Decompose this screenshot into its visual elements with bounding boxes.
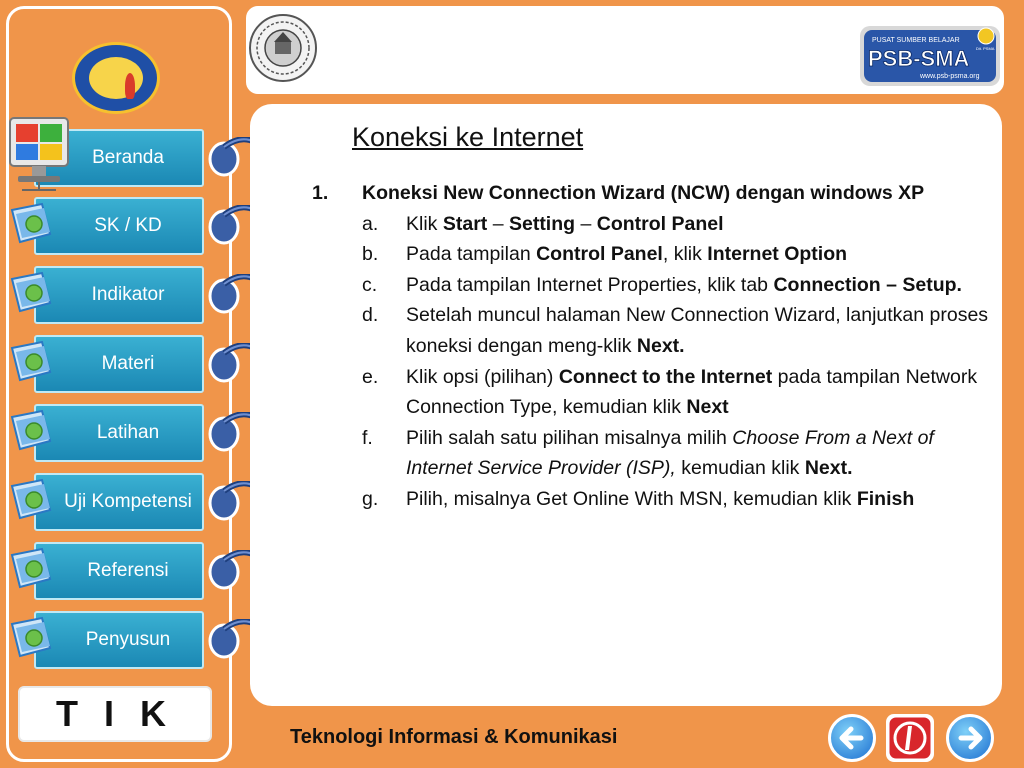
nav-uji-kompetensi-button[interactable] bbox=[34, 473, 204, 531]
page-title: Koneksi ke Internet bbox=[352, 122, 584, 152]
tik-label: T I K bbox=[56, 693, 174, 734]
psb-brand-text: PSB-SMA bbox=[868, 46, 970, 71]
step-text bbox=[406, 239, 992, 270]
exit-button[interactable] bbox=[886, 714, 934, 762]
nav-label: Materi bbox=[101, 353, 155, 375]
psb-url-text: www.psb-psma.org bbox=[920, 73, 980, 80]
bold-run: Connect to the Internet bbox=[558, 365, 773, 388]
text-run: – bbox=[575, 212, 597, 235]
folder-icon bbox=[8, 407, 54, 453]
nav-label: Latihan bbox=[96, 422, 160, 444]
bold-run: Internet Option bbox=[707, 243, 848, 266]
step-f bbox=[312, 423, 992, 484]
folder-icon bbox=[8, 269, 54, 315]
italic-run: Choose From a Next of Internet Service Provider (ISP), bbox=[406, 426, 934, 480]
step-text bbox=[406, 423, 992, 484]
psb-corner-text: Dit. PSMA bbox=[976, 46, 995, 51]
text-run: Setelah muncul halaman New Connection Wizard, lanjutkan proses koneksi dengan meng-klik bbox=[406, 304, 989, 357]
step-text bbox=[406, 362, 992, 423]
step-text bbox=[406, 300, 992, 361]
logo-flame bbox=[125, 73, 135, 99]
item-number: 1. bbox=[312, 182, 329, 204]
nav-label: Referensi bbox=[87, 560, 169, 582]
text-run: Pada tampilan bbox=[406, 243, 537, 266]
step-text bbox=[406, 270, 992, 301]
steps-list bbox=[312, 178, 992, 515]
nav-label: Penyusun bbox=[85, 629, 171, 651]
text-run: Pilih salah satu pilihan misalnya milih bbox=[406, 426, 733, 449]
folder-icon bbox=[8, 476, 54, 522]
nav-label: Beranda bbox=[92, 147, 164, 169]
school-seal-logo bbox=[248, 8, 318, 88]
step-c bbox=[312, 270, 992, 301]
psb-sma-logo bbox=[858, 20, 1002, 90]
folder-icon bbox=[8, 545, 54, 591]
nav-latihan-button[interactable] bbox=[34, 404, 204, 462]
step-label: b. bbox=[362, 243, 379, 266]
text-run: , klik bbox=[662, 243, 708, 266]
step-text bbox=[406, 209, 992, 240]
step-label: a. bbox=[362, 212, 379, 235]
bold-run: Setting bbox=[508, 212, 576, 235]
footer-title: Teknologi Informasi & Komunikasi bbox=[290, 726, 618, 748]
step-label: e. bbox=[362, 365, 379, 388]
step-label: g. bbox=[362, 487, 379, 510]
item-heading: Koneksi New Connection Wizard (NCW) dengan windows XP bbox=[362, 182, 925, 204]
step-b bbox=[312, 239, 992, 270]
step-label: d. bbox=[362, 304, 379, 327]
nav-sk-kd-button[interactable] bbox=[34, 197, 204, 255]
text-run: Pilih, misalnya Get Online With MSN, kemudian klik bbox=[406, 487, 857, 510]
computer-icon bbox=[8, 116, 70, 192]
back-arrow-icon bbox=[831, 717, 873, 759]
bold-run: Control Panel bbox=[596, 212, 724, 235]
nav-label: Uji Kompetensi bbox=[64, 491, 192, 513]
step-a bbox=[312, 209, 992, 240]
bold-run: Next. bbox=[636, 334, 685, 357]
folder-icon bbox=[8, 614, 54, 660]
next-arrow-icon bbox=[949, 717, 991, 759]
step-label: f. bbox=[362, 426, 373, 449]
folder-icon bbox=[8, 200, 54, 246]
step-d bbox=[312, 300, 992, 361]
nav-label: Indikator bbox=[91, 284, 165, 306]
text-run: Pada tampilan Internet Properties, klik tab bbox=[406, 273, 774, 296]
nav-indikator-button[interactable] bbox=[34, 266, 204, 324]
back-button[interactable] bbox=[828, 714, 876, 762]
list-item-1 bbox=[312, 178, 992, 209]
text-run: Klik opsi (pilihan) bbox=[406, 365, 559, 388]
bold-run: Control Panel bbox=[536, 243, 663, 266]
text-run: kemudian klik bbox=[675, 457, 805, 480]
step-text bbox=[406, 484, 992, 515]
nav-referensi-button[interactable] bbox=[34, 542, 204, 600]
folder-icon bbox=[8, 338, 54, 384]
step-label: c. bbox=[362, 273, 378, 296]
bold-run: Start bbox=[442, 212, 488, 235]
bold-run: Next bbox=[686, 396, 729, 419]
bold-run: Finish bbox=[856, 487, 915, 510]
psb-small-text: PUSAT SUMBER BELAJAR bbox=[872, 37, 960, 44]
bold-run: Connection – Setup. bbox=[773, 273, 962, 296]
tut-wuri-handayani-logo bbox=[72, 42, 160, 114]
bold-run: Next. bbox=[804, 457, 853, 480]
tik-badge bbox=[18, 686, 212, 742]
text-run: – bbox=[487, 212, 509, 235]
text-run: Klik bbox=[406, 212, 443, 235]
nav-materi-button[interactable] bbox=[34, 335, 204, 393]
nav-label: SK / KD bbox=[94, 215, 162, 237]
next-button[interactable] bbox=[946, 714, 994, 762]
step-e bbox=[312, 362, 992, 423]
step-g bbox=[312, 484, 992, 515]
logo-emblem bbox=[89, 57, 143, 99]
nav-penyusun-button[interactable] bbox=[34, 611, 204, 669]
text-run: pada tampilan Network Connection Type, kemudian klik bbox=[406, 365, 978, 419]
